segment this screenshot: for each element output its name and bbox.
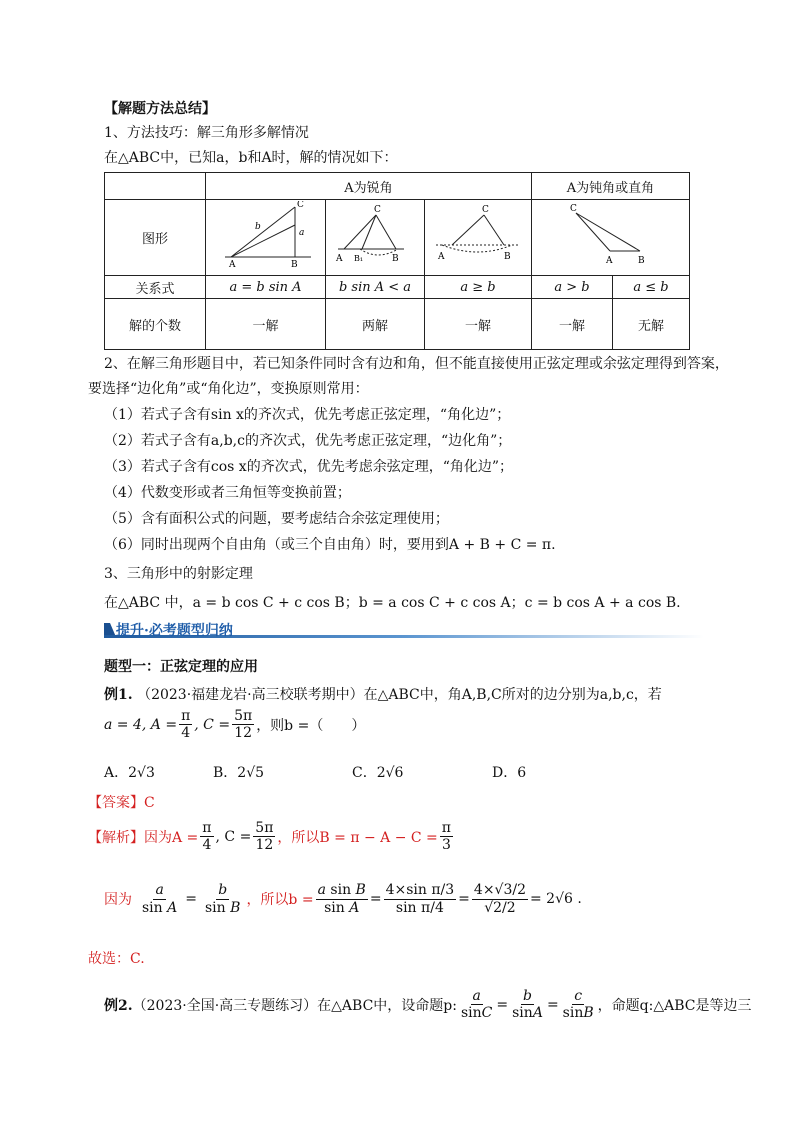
relation-4: a > b: [532, 276, 613, 299]
count-4: 一解: [532, 299, 613, 350]
label-B1: B₁: [354, 253, 364, 263]
cases-table: [104, 172, 690, 350]
analysis-2a: 因为: [104, 892, 132, 908]
figure-cell-obtuse: [532, 200, 690, 276]
point1-intro: 在△ABC中，已知a，b和A时，解的情况如下：: [104, 150, 398, 166]
label-A: A: [228, 259, 235, 270]
label-b: b: [254, 221, 261, 232]
figure-cell-2: [326, 200, 425, 276]
point2-item-4: （4）代数变形或者三角恒等变换前置；: [104, 485, 351, 501]
point2-item-3: （3）若式子含有cos x的齐次式，优先考虑余弦定理，“角化边”；: [104, 459, 514, 475]
option-A[interactable]: A．2√3: [104, 765, 155, 781]
label-C3: C: [482, 204, 489, 215]
triangle-figure-three: [428, 201, 528, 271]
section-banner-title: 提升·必考题型归纳: [116, 623, 233, 639]
label-B4: B: [637, 255, 645, 266]
label-B2: B: [392, 253, 399, 264]
summary-heading: 【解题方法总结】: [104, 101, 216, 117]
example1-line: [104, 684, 662, 704]
label-B3: B: [504, 251, 511, 262]
row-label-count: 解的个数: [105, 299, 206, 350]
example2-text2: △ABC中，设命题p:: [331, 997, 457, 1014]
point3-formula: 在△ABC 中，a = b cos C + c cos B；b = a cos C + c cos A；c = b cos A + a cos B.: [104, 595, 681, 611]
label-C2: C: [374, 204, 381, 215]
example1-label: 例1.: [104, 687, 133, 703]
count-3: 一解: [425, 299, 532, 350]
analysis-frac-step2: $\frac{\text{4×sin π/3}}{\text{sin π/4}}$: [385, 882, 455, 916]
cond-C: , C =: [194, 716, 231, 733]
example2-text1: （2023·全国·高三专题练习）在: [132, 997, 332, 1014]
point1-title: 1、方法技巧：解三角形多解情况: [104, 125, 309, 141]
example1-source: （2023·福建龙岩·高三校联考期中）在△ABC中，角A,B,C所对的边分别为a,b,c，若: [137, 687, 662, 703]
point2-item-5: （5）含有面积公式的问题，要考虑结合余弦定理使用；: [104, 511, 449, 527]
option-D[interactable]: D．6: [492, 765, 527, 781]
label-A2: A: [336, 253, 343, 264]
cond-then: ，则b =（ ）: [256, 717, 366, 734]
row-label-relation: 关系式: [105, 276, 206, 299]
answer-label: 【答案】: [88, 795, 144, 811]
point2-line2: 要选择“边化角”或“角化边”，变换原则常用：: [88, 381, 369, 397]
triangle-figure-obtuse: [536, 201, 686, 271]
analysis-frac-step1: $\frac{\text{a sin B}}{\text{sin A}}$: [317, 882, 366, 916]
analysis-1c: ，所以B = π − A − C =: [277, 829, 438, 846]
header-obtuse: A为钝角或直角: [532, 173, 690, 200]
example2-text3: ，命题q:: [597, 997, 654, 1014]
example2-label: 例2.: [104, 997, 133, 1014]
analysis-line1: [88, 820, 455, 853]
point3-title: 3、三角形中的射影定理: [104, 566, 253, 582]
label-A3: A: [438, 251, 445, 262]
label-A4: A: [605, 255, 612, 266]
row-label-figure: 图形: [105, 200, 206, 276]
label-C: C: [296, 200, 304, 210]
count-1: 一解: [206, 299, 326, 350]
analysis-label: 【解析】: [88, 829, 144, 846]
point2-item-1: （1）若式子含有sin x的齐次式，优先考虑正弦定理，“角化边”；: [104, 407, 511, 423]
choose-line: 故选：C.: [88, 951, 145, 967]
example2-line: 例2. （2023·全国·高三专题练习）在 △ABC中，设命题p: $\frac{a}{\sin C}$ = $\frac{b}{\sin A}$ = $\frac{c}{\sin B}$ ，命题q: △ABC是等边三: [104, 988, 752, 1022]
example1-conditions: [104, 708, 365, 741]
analysis-line2: 因为 $\frac{a}{\text{sin A}}$ = $\frac{b}{\text{sin B}}$ ，所以b = $\frac{\text{a sin B}}{\text{sin A}}$ = $\frac{\text{4×sin π/3}}{\text{sin π/4}}$ = $\frac{4\times√3/2}{√2/2}$ = 2√6 .: [104, 882, 582, 916]
example2-text4: △ABC是等边三: [653, 997, 752, 1014]
analysis-frac-B: $\frac{\pi}{3}$: [441, 820, 451, 854]
point2-item-6: （6）同时出现两个自由角（或三个自由角）时，要用到A + B + C = π.: [104, 537, 556, 553]
option-C[interactable]: C．2√6: [352, 765, 404, 781]
type1-title: 题型一：正弦定理的应用: [104, 659, 258, 675]
relation-1: a = b sin A: [206, 276, 326, 299]
point2-item-2: （2）若式子含有a,b,c的齐次式，优先考虑正弦定理，“边化角”；: [104, 433, 512, 449]
frac-C: $\frac{5\pi}{12}$: [234, 708, 253, 742]
analysis-2c: = 2√6 .: [530, 891, 582, 907]
analysis-frac-A: $\frac{\pi}{4}$: [202, 820, 212, 854]
figure-cell-3: [425, 200, 532, 276]
cond-a: a = 4, A =: [104, 716, 178, 733]
analysis-1b: , C =: [215, 828, 252, 845]
count-5: 无解: [613, 299, 690, 350]
relation-5: a ≤ b: [613, 276, 690, 299]
option-B[interactable]: B．2√5: [213, 765, 265, 781]
figure-cell-1: [206, 200, 326, 276]
analysis-2b: ，所以b =: [246, 892, 314, 908]
triangle-figure-right: [211, 201, 321, 271]
analysis-frac-C: $\frac{5\pi}{12}$: [255, 820, 274, 854]
label-B: B: [290, 259, 298, 270]
triangle-figure-two: [330, 201, 420, 271]
header-acute: A为锐角: [206, 173, 532, 200]
relation-3: a ≥ b: [425, 276, 532, 299]
section-banner: [104, 621, 704, 639]
answer-value: C: [144, 795, 155, 811]
answer-line: [88, 792, 155, 812]
analysis-frac-step3: $\frac{4\times√3/2}{√2/2}$: [473, 882, 526, 916]
label-a: a: [298, 227, 304, 238]
relation-2: b sin A < a: [326, 276, 425, 299]
label-C4: C: [569, 203, 577, 214]
analysis-1a: 因为A =: [144, 829, 199, 846]
count-2: 两解: [326, 299, 425, 350]
analysis-law-of-sines: $\frac{a}{\text{sin A}}$ = $\frac{b}{\text{sin B}}$: [142, 882, 241, 916]
frac-A: $\frac{\pi}{4}$: [181, 708, 191, 742]
point2-line1: 2、在解三角形题目中，若已知条件同时含有边和角，但不能直接使用正弦定理或余弦定理得到答案，: [104, 356, 729, 372]
